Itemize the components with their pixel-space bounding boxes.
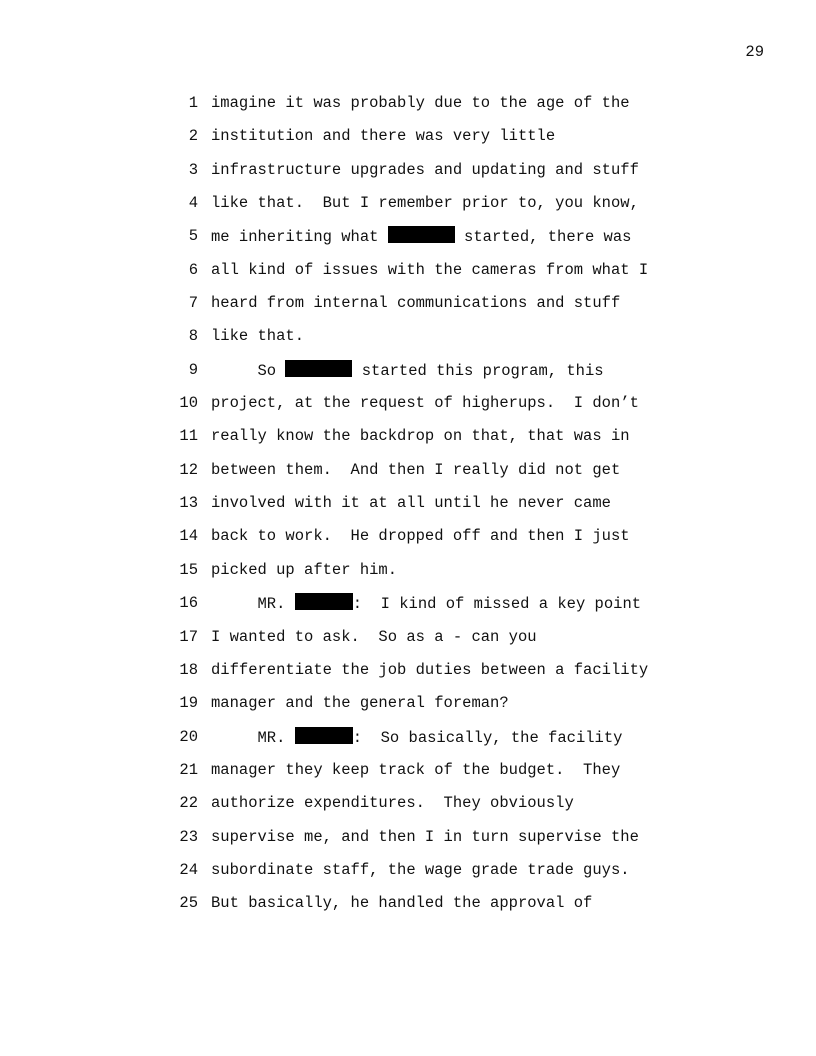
transcript-line xyxy=(0,360,816,393)
line-number: 14 xyxy=(179,527,198,546)
line-text: authorize expenditures. They obviously xyxy=(211,794,574,813)
line-text: project, at the request of higherups. I don’t xyxy=(211,394,639,413)
line-number: 1 xyxy=(188,94,198,112)
line-text: manager and the general foreman? xyxy=(211,694,509,713)
transcript-line xyxy=(0,293,816,326)
transcript-line xyxy=(0,660,816,693)
transcript-line xyxy=(0,226,816,259)
line-text-after: started, there was xyxy=(454,228,632,247)
line-number: 2 xyxy=(188,127,198,146)
transcript-line xyxy=(0,727,816,760)
line-text: picked up after him. xyxy=(211,560,398,579)
line-number: 24 xyxy=(179,860,198,879)
transcript-line xyxy=(0,526,816,559)
line-text-after: : So basically, the facility xyxy=(352,728,623,747)
line-number: 25 xyxy=(179,894,198,913)
transcript-line xyxy=(0,493,816,526)
transcript-line xyxy=(0,593,816,626)
line-text-after: : I kind of missed a key point xyxy=(352,595,642,614)
transcript-line xyxy=(0,93,816,126)
line-text: I wanted to ask. So as a - can you xyxy=(211,627,537,646)
line-number: 20 xyxy=(179,727,198,746)
line-number: 11 xyxy=(179,427,198,446)
transcript-line xyxy=(0,860,816,893)
line-number: 12 xyxy=(179,460,198,479)
line-text-after: started this program, this xyxy=(352,361,604,380)
transcript-body xyxy=(0,93,816,927)
line-text-before: So xyxy=(211,361,286,380)
line-number: 8 xyxy=(188,327,198,346)
line-text: supervise me, and then I in turn supervise the xyxy=(211,827,639,846)
page-number: 29 xyxy=(745,43,764,61)
line-number: 5 xyxy=(188,227,198,246)
redaction-box xyxy=(285,360,352,377)
line-text: between them. And then I really did not get xyxy=(211,460,621,479)
line-text: manager they keep track of the budget. They xyxy=(211,760,621,779)
transcript-line xyxy=(0,460,816,493)
transcript-line xyxy=(0,126,816,159)
line-number: 17 xyxy=(179,627,198,646)
line-text xyxy=(211,360,604,381)
line-number: 15 xyxy=(179,560,198,579)
line-text: infrastructure upgrades and updating and stuff xyxy=(211,160,639,179)
line-text: subordinate staff, the wage grade trade guys. xyxy=(211,860,630,879)
line-text: differentiate the job duties between a facility xyxy=(211,660,649,679)
redaction-box xyxy=(295,593,353,610)
line-number: 16 xyxy=(179,594,198,613)
line-text: all kind of issues with the cameras from what I xyxy=(211,260,649,279)
line-text-before: MR. xyxy=(211,728,295,747)
transcript-line xyxy=(0,560,816,593)
line-text: really know the backdrop on that, that was in xyxy=(211,427,630,446)
transcript-line xyxy=(0,827,816,860)
line-text: imagine it was probably due to the age of the xyxy=(211,94,630,112)
line-text xyxy=(211,226,631,247)
transcript-line xyxy=(0,760,816,793)
line-text: institution and there was very little xyxy=(211,127,556,146)
line-text-before: MR. xyxy=(211,595,295,614)
transcript-line xyxy=(0,326,816,359)
transcript-line xyxy=(0,693,816,726)
line-text xyxy=(211,593,641,614)
line-number: 4 xyxy=(188,194,198,213)
line-number: 6 xyxy=(188,260,198,279)
line-number: 13 xyxy=(179,494,198,513)
redaction-box xyxy=(295,727,353,744)
transcript-line xyxy=(0,160,816,193)
line-number: 7 xyxy=(188,294,198,313)
line-number: 21 xyxy=(179,760,198,779)
line-text: But basically, he handled the approval of xyxy=(211,894,593,913)
line-text: back to work. He dropped off and then I just xyxy=(211,527,630,546)
transcript-line xyxy=(0,793,816,826)
redaction-box xyxy=(388,226,455,243)
line-number: 23 xyxy=(179,827,198,846)
line-number: 19 xyxy=(179,694,198,713)
transcript-line xyxy=(0,393,816,426)
line-number: 22 xyxy=(179,794,198,813)
line-number: 9 xyxy=(188,360,198,379)
line-text: involved with it at all until he never came xyxy=(211,494,611,513)
transcript-line xyxy=(0,193,816,226)
line-text-before: me inheriting what xyxy=(211,228,388,247)
transcript-line xyxy=(0,893,816,926)
line-text: heard from internal communications and stuff xyxy=(211,294,621,313)
line-text: like that. But I remember prior to, you know, xyxy=(211,194,639,213)
line-number: 10 xyxy=(179,394,198,413)
line-text xyxy=(211,727,622,748)
line-text: like that. xyxy=(211,327,305,346)
transcript-line xyxy=(0,627,816,660)
line-number: 3 xyxy=(188,160,198,179)
line-number: 18 xyxy=(179,660,198,679)
transcript-line xyxy=(0,260,816,293)
transcript-line xyxy=(0,426,816,459)
